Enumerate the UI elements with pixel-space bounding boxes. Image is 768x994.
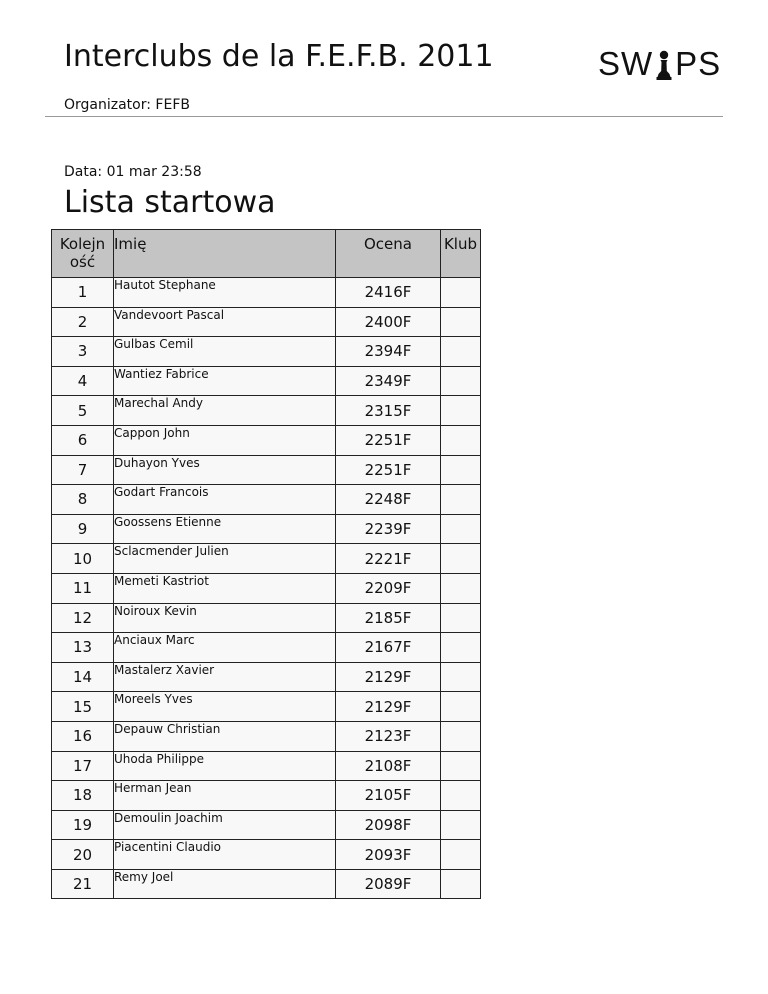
club-cell bbox=[441, 810, 481, 840]
rating-cell: 2416F bbox=[336, 278, 441, 308]
player-name-cell: Moreels Yves bbox=[114, 692, 336, 722]
club-cell bbox=[441, 573, 481, 603]
player-name-cell: Uhoda Philippe bbox=[114, 751, 336, 781]
order-number-cell: 18 bbox=[52, 781, 114, 811]
club-cell bbox=[441, 278, 481, 308]
table-row bbox=[52, 869, 481, 899]
player-name-cell: Marechal Andy bbox=[114, 396, 336, 426]
club-cell bbox=[441, 662, 481, 692]
rating-cell: 2209F bbox=[336, 573, 441, 603]
column-header-rating: Ocena bbox=[336, 230, 441, 278]
table-header-row bbox=[52, 230, 481, 278]
player-name-cell: Anciaux Marc bbox=[114, 633, 336, 663]
order-number-cell: 13 bbox=[52, 633, 114, 663]
club-cell bbox=[441, 544, 481, 574]
player-name-cell: Vandevoort Pascal bbox=[114, 307, 336, 337]
organizer-line: Organizator: FEFB bbox=[64, 97, 190, 113]
table-row bbox=[52, 603, 481, 633]
swips-logo bbox=[598, 44, 721, 84]
order-number-cell: 3 bbox=[52, 337, 114, 367]
table-body bbox=[52, 278, 481, 899]
table-row bbox=[52, 573, 481, 603]
order-number-cell: 6 bbox=[52, 425, 114, 455]
order-number-cell: 12 bbox=[52, 603, 114, 633]
player-name-cell: Noiroux Kevin bbox=[114, 603, 336, 633]
table-row bbox=[52, 840, 481, 870]
player-name-cell: Gulbas Cemil bbox=[114, 337, 336, 367]
table-row bbox=[52, 810, 481, 840]
table-row bbox=[52, 633, 481, 663]
club-cell bbox=[441, 692, 481, 722]
order-number-cell: 14 bbox=[52, 662, 114, 692]
rating-cell: 2251F bbox=[336, 455, 441, 485]
rating-cell: 2251F bbox=[336, 425, 441, 455]
player-name-cell: Demoulin Joachim bbox=[114, 810, 336, 840]
table-row bbox=[52, 307, 481, 337]
player-name-cell: Sclacmender Julien bbox=[114, 544, 336, 574]
table-row bbox=[52, 337, 481, 367]
order-number-cell: 20 bbox=[52, 840, 114, 870]
order-number-cell: 7 bbox=[52, 455, 114, 485]
club-cell bbox=[441, 751, 481, 781]
player-name-cell: Godart Francois bbox=[114, 485, 336, 515]
table-row bbox=[52, 721, 481, 751]
order-number-cell: 15 bbox=[52, 692, 114, 722]
rating-cell: 2123F bbox=[336, 721, 441, 751]
order-number-cell: 21 bbox=[52, 869, 114, 899]
rating-cell: 2098F bbox=[336, 810, 441, 840]
section-title: Lista startowa bbox=[64, 185, 276, 220]
rating-cell: 2167F bbox=[336, 633, 441, 663]
player-name-cell: Wantiez Fabrice bbox=[114, 366, 336, 396]
club-cell bbox=[441, 840, 481, 870]
order-number-cell: 1 bbox=[52, 278, 114, 308]
table-row bbox=[52, 751, 481, 781]
table-row bbox=[52, 781, 481, 811]
player-name-cell: Piacentini Claudio bbox=[114, 840, 336, 870]
rating-cell: 2129F bbox=[336, 662, 441, 692]
order-number-cell: 5 bbox=[52, 396, 114, 426]
order-number-cell: 4 bbox=[52, 366, 114, 396]
order-number-cell: 8 bbox=[52, 485, 114, 515]
club-cell bbox=[441, 869, 481, 899]
player-name-cell: Hautot Stephane bbox=[114, 278, 336, 308]
player-name-cell: Depauw Christian bbox=[114, 721, 336, 751]
chess-pawn-icon bbox=[654, 50, 674, 80]
print-date: Data: 01 mar 23:58 bbox=[64, 164, 202, 180]
club-cell bbox=[441, 781, 481, 811]
order-number-cell: 16 bbox=[52, 721, 114, 751]
rating-cell: 2315F bbox=[336, 396, 441, 426]
order-number-cell: 19 bbox=[52, 810, 114, 840]
player-name-cell: Cappon John bbox=[114, 425, 336, 455]
logo-text-left: SW bbox=[598, 45, 654, 82]
order-number-cell: 9 bbox=[52, 514, 114, 544]
table-row bbox=[52, 455, 481, 485]
rating-cell: 2221F bbox=[336, 544, 441, 574]
document-title: Interclubs de la F.E.F.B. 2011 bbox=[64, 39, 494, 74]
club-cell bbox=[441, 307, 481, 337]
starting-list-table bbox=[51, 229, 481, 899]
order-number-cell: 10 bbox=[52, 544, 114, 574]
club-cell bbox=[441, 514, 481, 544]
table-row bbox=[52, 692, 481, 722]
rating-cell: 2089F bbox=[336, 869, 441, 899]
club-cell bbox=[441, 396, 481, 426]
rating-cell: 2105F bbox=[336, 781, 441, 811]
club-cell bbox=[441, 485, 481, 515]
player-name-cell: Herman Jean bbox=[114, 781, 336, 811]
club-cell bbox=[441, 366, 481, 396]
column-header-club: Klub bbox=[441, 230, 481, 278]
column-header-order: Kolejn ość bbox=[52, 230, 114, 278]
table-row bbox=[52, 396, 481, 426]
player-name-cell: Goossens Etienne bbox=[114, 514, 336, 544]
club-cell bbox=[441, 633, 481, 663]
table-row bbox=[52, 514, 481, 544]
table-row bbox=[52, 366, 481, 396]
rating-cell: 2349F bbox=[336, 366, 441, 396]
order-number-cell: 11 bbox=[52, 573, 114, 603]
table-row bbox=[52, 278, 481, 308]
table-row bbox=[52, 662, 481, 692]
column-header-name: Imię bbox=[114, 230, 336, 278]
table-row bbox=[52, 544, 481, 574]
player-name-cell: Duhayon Yves bbox=[114, 455, 336, 485]
rating-cell: 2394F bbox=[336, 337, 441, 367]
header-divider bbox=[45, 116, 723, 117]
order-number-cell: 2 bbox=[52, 307, 114, 337]
rating-cell: 2185F bbox=[336, 603, 441, 633]
rating-cell: 2400F bbox=[336, 307, 441, 337]
rating-cell: 2129F bbox=[336, 692, 441, 722]
club-cell bbox=[441, 721, 481, 751]
rating-cell: 2108F bbox=[336, 751, 441, 781]
rating-cell: 2248F bbox=[336, 485, 441, 515]
player-name-cell: Mastalerz Xavier bbox=[114, 662, 336, 692]
club-cell bbox=[441, 337, 481, 367]
player-name-cell: Remy Joel bbox=[114, 869, 336, 899]
logo-text-right: PS bbox=[675, 45, 722, 82]
club-cell bbox=[441, 455, 481, 485]
rating-cell: 2239F bbox=[336, 514, 441, 544]
rating-cell: 2093F bbox=[336, 840, 441, 870]
table-row bbox=[52, 425, 481, 455]
club-cell bbox=[441, 425, 481, 455]
club-cell bbox=[441, 603, 481, 633]
order-number-cell: 17 bbox=[52, 751, 114, 781]
table-row bbox=[52, 485, 481, 515]
player-name-cell: Memeti Kastriot bbox=[114, 573, 336, 603]
